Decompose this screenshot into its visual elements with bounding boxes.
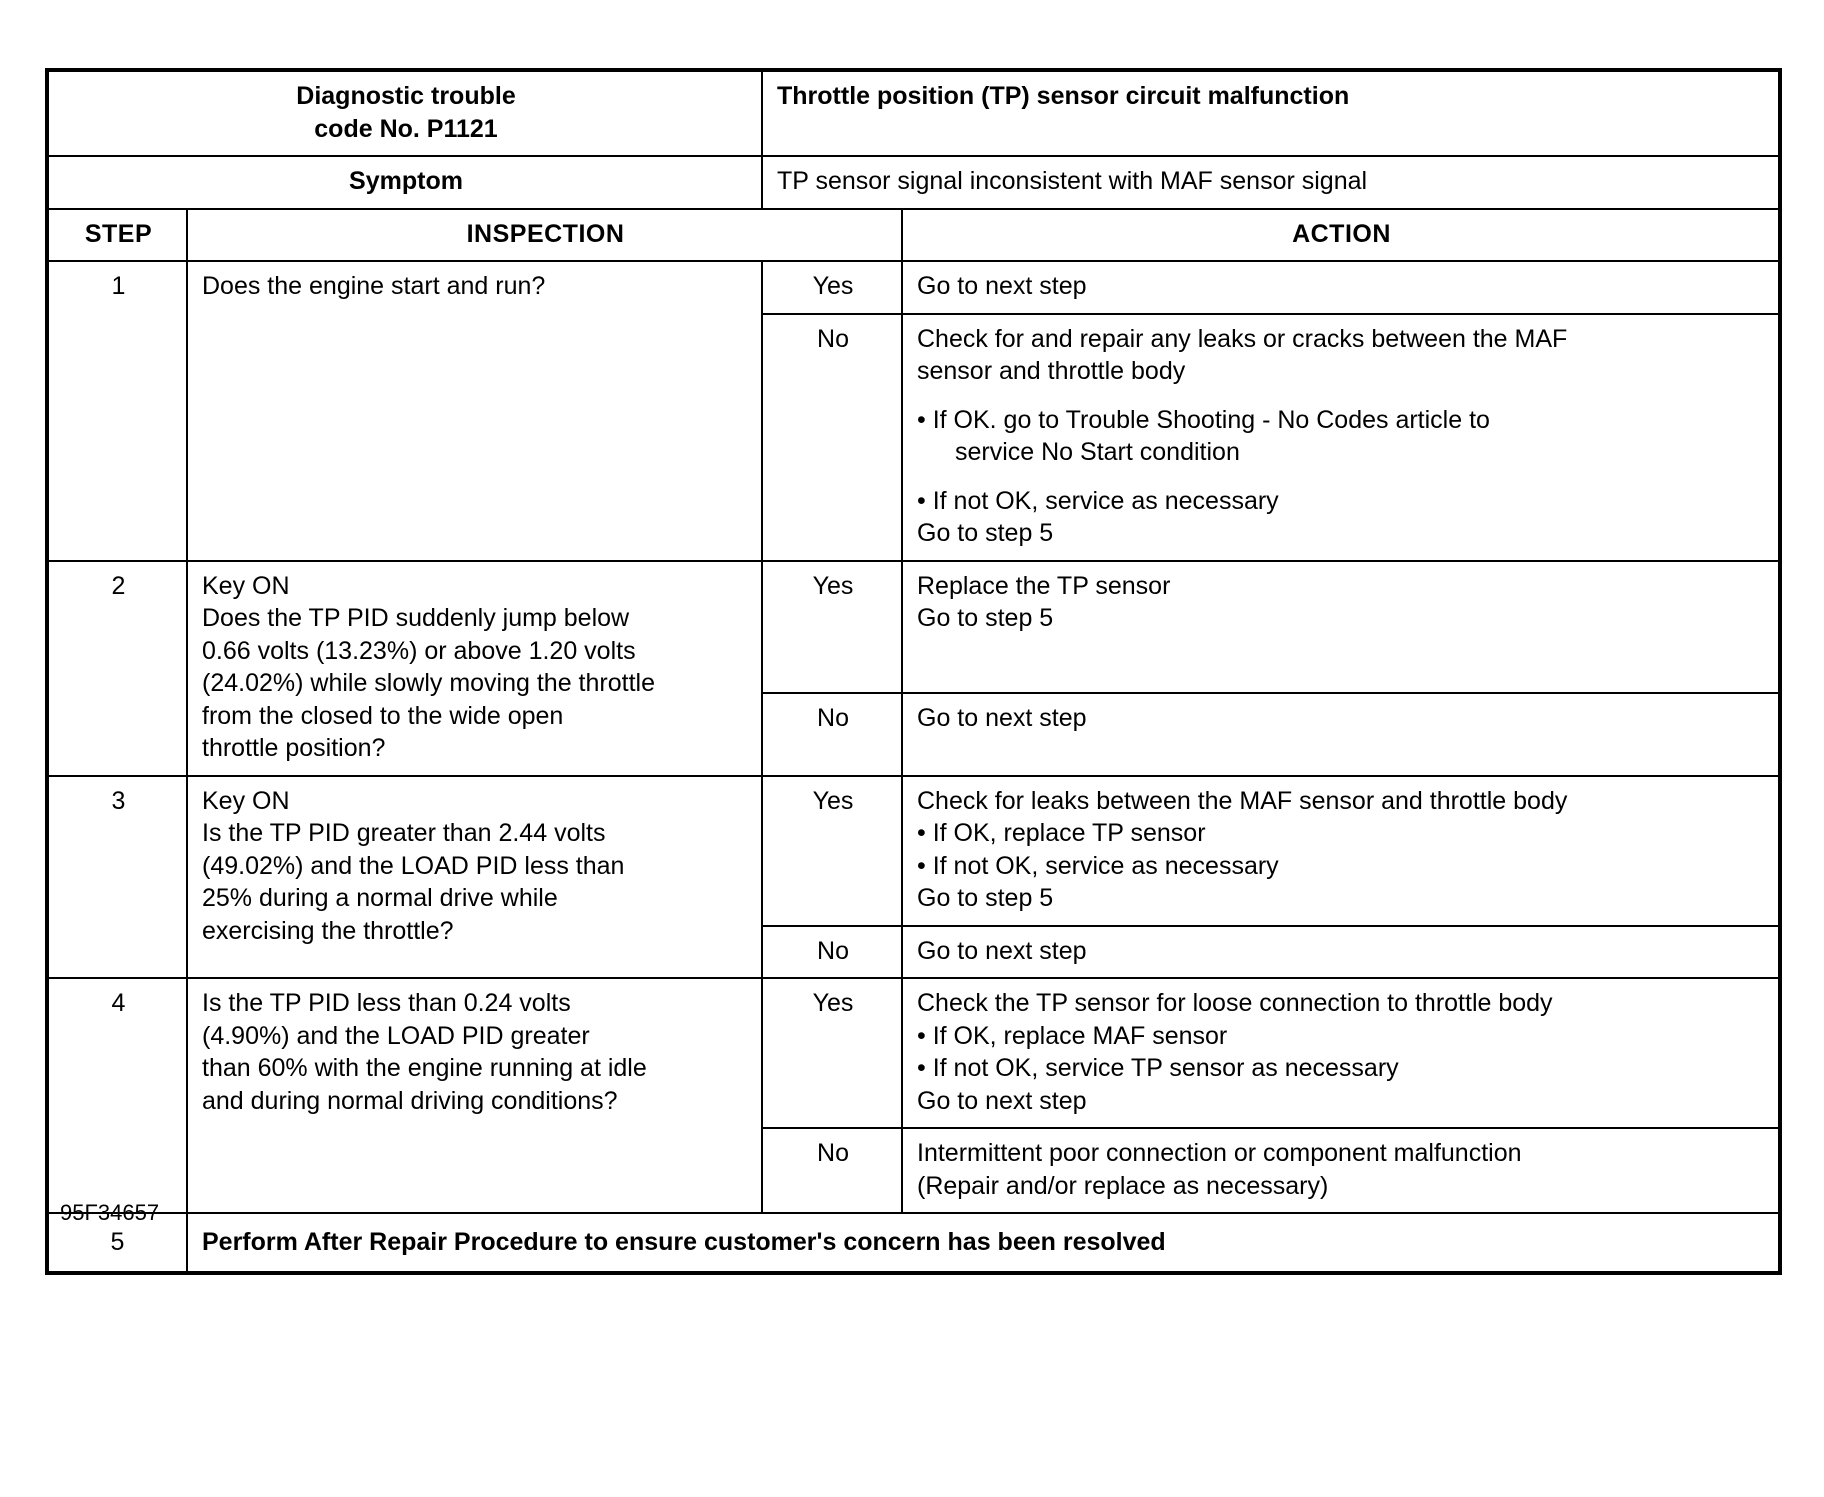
branch-action: [902, 314, 1780, 561]
inspection-line: throttle position?: [202, 734, 386, 762]
inspection-line: than 60% with the engine running at idle: [202, 1054, 647, 1082]
step-number: 2: [47, 561, 187, 776]
action-line-bullet: • If not OK, service TP sensor as necessary: [917, 1054, 1399, 1082]
inspection-line: and during normal driving conditions?: [202, 1086, 618, 1115]
step-inspection: [187, 261, 762, 561]
step-inspection: [187, 776, 762, 979]
branch-action: [902, 776, 1780, 926]
inspection-line: (49.02%) and the LOAD PID less than: [202, 851, 625, 880]
inspection-line: 0.66 volts (13.23%) or above 1.20 volts: [202, 636, 636, 665]
dtc-code-label: [47, 70, 762, 156]
branch-action: [902, 693, 1780, 775]
dtc-code-label-line1: Diagnostic trouble: [296, 82, 516, 110]
inspection-line: from the closed to the wide open: [202, 701, 564, 730]
step-inspection: [187, 978, 762, 1213]
branch-answer: No: [762, 1128, 902, 1213]
branch-action: [902, 261, 1780, 314]
branch-action: [902, 978, 1780, 1128]
action-line: Go to step 5: [917, 519, 1054, 547]
action-line: sensor and throttle body: [917, 357, 1186, 385]
column-header-step: STEP: [47, 209, 187, 262]
branch-answer: Yes: [762, 261, 902, 314]
table-row: [47, 261, 1780, 314]
action-line: (Repair and/or replace as necessary): [917, 1171, 1329, 1200]
inspection-line: Key ON: [202, 786, 290, 815]
column-header-inspection: INSPECTION: [187, 209, 902, 262]
action-line: Go to next step: [917, 1086, 1087, 1115]
action-line: Go to next step: [917, 704, 1087, 733]
action-spacer: [917, 388, 1766, 404]
step-inspection: [187, 561, 762, 776]
action-line-bullet: • If OK. go to Trouble Shooting - No Codes article to: [917, 405, 1490, 434]
action-line: Go to next step: [917, 936, 1087, 965]
final-step-text: Perform After Repair Procedure to ensure customer's concern has been resolved: [187, 1213, 1780, 1273]
branch-answer: Yes: [762, 978, 902, 1128]
inspection-line: (4.90%) and the LOAD PID greater: [202, 1021, 590, 1050]
action-line-bullet: • If OK, replace MAF sensor: [917, 1021, 1228, 1050]
inspection-text: Does the engine start and run?: [202, 272, 546, 300]
branch-answer: Yes: [762, 776, 902, 926]
action-line-bullet: • If OK, replace TP sensor: [917, 819, 1206, 847]
table-row-column-headers: [47, 209, 1780, 262]
action-line-bullet: • If not OK, service as necessary: [917, 486, 1279, 515]
step-number: 1: [47, 261, 187, 561]
step-number: 3: [47, 776, 187, 979]
action-line: Check for and repair any leaks or cracks between the MAF: [917, 324, 1568, 353]
inspection-line: Key ON: [202, 571, 290, 600]
branch-answer: Yes: [762, 561, 902, 694]
table-row-symptom: [47, 156, 1780, 209]
action-line: Go to step 5: [917, 884, 1054, 912]
inspection-line: exercising the throttle?: [202, 916, 454, 945]
action-line: Intermittent poor connection or component malfunction: [917, 1139, 1522, 1167]
inspection-line: 25% during a normal drive while: [202, 884, 558, 912]
dtc-title: Throttle position (TP) sensor circuit malfunction: [762, 70, 1780, 156]
action-line-bullet: • If not OK, service as necessary: [917, 851, 1279, 880]
branch-action: [902, 926, 1780, 979]
branch-answer: No: [762, 926, 902, 979]
inspection-line: Is the TP PID less than 0.24 volts: [202, 989, 571, 1017]
diagnostic-trouble-code-table: [45, 68, 1782, 1275]
table-row: [47, 776, 1780, 926]
table-row: [47, 561, 1780, 694]
branch-answer: No: [762, 314, 902, 561]
column-header-action: ACTION: [902, 209, 1780, 262]
branch-action: [902, 561, 1780, 694]
action-spacer: [917, 469, 1766, 485]
inspection-line: Is the TP PID greater than 2.44 volts: [202, 819, 606, 847]
symptom-value: TP sensor signal inconsistent with MAF sensor signal: [762, 156, 1780, 209]
step-number: 5: [47, 1213, 187, 1273]
action-line: Replace the TP sensor: [917, 571, 1171, 600]
footer-figure-code: 95F34657: [60, 1200, 160, 1225]
action-line: Go to next step: [917, 272, 1087, 300]
inspection-line: Does the TP PID suddenly jump below: [202, 604, 630, 632]
action-line-bullet-continued: service No Start condition: [955, 438, 1240, 466]
inspection-line: (24.02%) while slowly moving the throttle: [202, 669, 655, 697]
table-row-dtc-header: [47, 70, 1780, 156]
branch-action: [902, 1128, 1780, 1213]
action-line: Check for leaks between the MAF sensor and throttle body: [917, 786, 1568, 815]
table-row-final-step: [47, 1213, 1780, 1273]
action-line: Go to step 5: [917, 604, 1054, 632]
step-number: 4: [47, 978, 187, 1213]
table-row: [47, 978, 1780, 1128]
branch-answer: No: [762, 693, 902, 775]
action-line: Check the TP sensor for loose connection to throttle body: [917, 989, 1553, 1017]
dtc-code-label-line2: code No. P1121: [314, 114, 498, 143]
symptom-label: Symptom: [47, 156, 762, 209]
